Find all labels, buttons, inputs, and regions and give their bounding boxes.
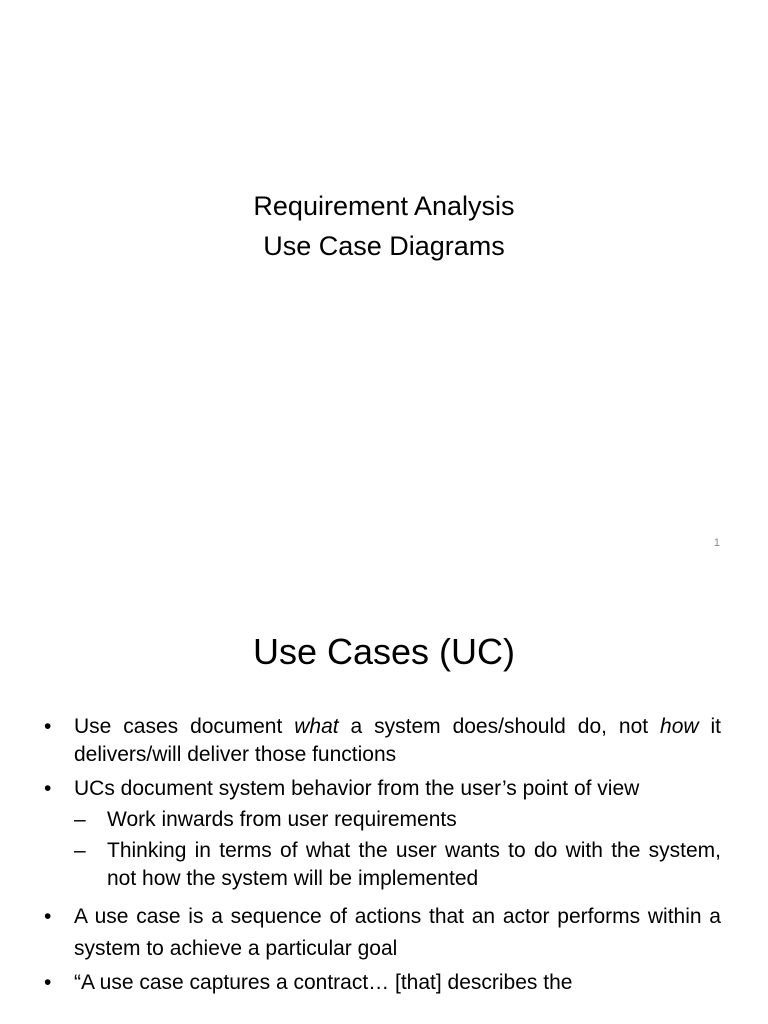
bullet-text: it delivers/will deliver those functions (74, 715, 721, 766)
bullet-text: UCs document system behavior from the user’s point of view (74, 777, 640, 800)
bullet-text: Use cases document (74, 715, 295, 738)
slide-title-block (0, 186, 768, 266)
bullet-text: A use case is a sequence of actions that an actor performs within a system to achieve a particular goal (74, 905, 721, 960)
bullet-item-1 (44, 713, 721, 769)
slide-heading: Use Cases (UC) (252, 631, 516, 672)
sub-marker: – (74, 808, 86, 831)
bullet-list (0, 713, 768, 997)
bullet-text: a system does/should do, not (338, 715, 661, 738)
slide-use-cases (0, 576, 768, 1024)
sub-text: Work inwards from user requirements (107, 808, 457, 831)
title-line-1: Requirement Analysis (253, 191, 515, 221)
title-line-2: Use Case Diagrams (263, 231, 505, 261)
sub-item-1 (74, 806, 721, 834)
emphasis-what: what (294, 715, 339, 738)
bullet-item-3 (44, 901, 721, 965)
slide-number: 1 (713, 537, 720, 549)
bullet-marker: • (44, 905, 52, 928)
bullet-item-4 (44, 969, 721, 997)
emphasis-how: how (660, 715, 699, 738)
bullet-text: “A use case captures a contract… [that] describes the (74, 971, 573, 994)
bullet-marker: • (44, 715, 52, 738)
sub-marker: – (74, 839, 86, 862)
bullet-marker: • (44, 971, 52, 994)
sub-item-2 (74, 837, 721, 893)
sub-text: Thinking in terms of what the user wants to do with the system, not how the system will be implemented (107, 839, 721, 890)
bullet-item-2 (44, 775, 721, 803)
bullet-marker: • (44, 777, 52, 800)
